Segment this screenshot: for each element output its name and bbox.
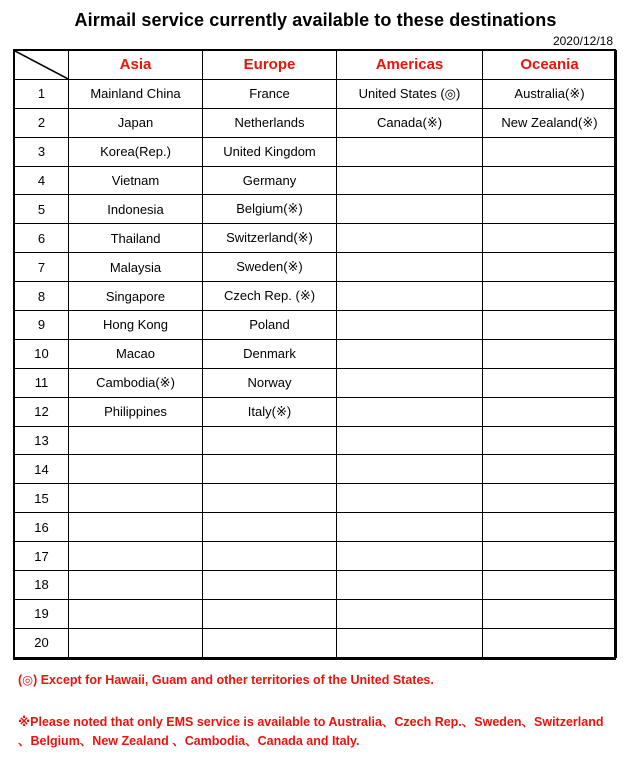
cell-oceania (483, 137, 617, 166)
date-label: 2020/12/18 (552, 34, 613, 48)
cell-europe: Poland (203, 311, 337, 340)
cell-asia (69, 426, 203, 455)
row-number: 5 (15, 195, 69, 224)
cell-americas (337, 571, 483, 600)
cell-europe (203, 542, 337, 571)
cell-oceania (483, 339, 617, 368)
cell-americas (337, 137, 483, 166)
cell-europe: Czech Rep. (※) (203, 282, 337, 311)
row-number: 9 (15, 311, 69, 340)
diagonal-line (15, 51, 68, 79)
table-row (15, 571, 617, 600)
cell-americas (337, 542, 483, 571)
cell-europe: France (203, 79, 337, 108)
table-row (15, 628, 617, 657)
cell-oceania (483, 426, 617, 455)
cell-asia: Philippines (69, 397, 203, 426)
row-number: 15 (15, 484, 69, 513)
cell-americas (337, 166, 483, 195)
cell-asia: Japan (69, 108, 203, 137)
cell-europe: Switzerland(※) (203, 224, 337, 253)
cell-americas (337, 455, 483, 484)
cell-europe: Netherlands (203, 108, 337, 137)
corner-cell (15, 51, 69, 80)
cell-asia (69, 571, 203, 600)
table-row (15, 339, 617, 368)
cell-asia: Thailand (69, 224, 203, 253)
cell-americas (337, 195, 483, 224)
destinations-table (14, 50, 617, 658)
cell-americas: United States (◎) (337, 79, 483, 108)
cell-oceania (483, 195, 617, 224)
cell-oceania (483, 311, 617, 340)
table-row (15, 599, 617, 628)
cell-europe (203, 513, 337, 542)
cell-asia (69, 455, 203, 484)
cell-asia: Cambodia(※) (69, 368, 203, 397)
cell-americas (337, 339, 483, 368)
row-number: 3 (15, 137, 69, 166)
row-number: 18 (15, 571, 69, 600)
cell-europe: Belgium(※) (203, 195, 337, 224)
row-number: 6 (15, 224, 69, 253)
cell-americas: Canada(※) (337, 108, 483, 137)
table-row (15, 108, 617, 137)
cell-oceania (483, 571, 617, 600)
footnote-us-exception: (◎) Except for Hawaii, Guam and other territories of the United States. (18, 673, 434, 687)
cell-americas (337, 426, 483, 455)
cell-oceania: Australia(※) (483, 79, 617, 108)
cell-europe (203, 571, 337, 600)
footnote-ems-only: ※Please noted that only EMS service is available to Australia、Czech Rep.、Sweden、Switzerland 、Belgium、New Zealand 、Cambodia、Canada and Italy. (18, 715, 604, 748)
cell-oceania (483, 599, 617, 628)
cell-americas (337, 253, 483, 282)
cell-asia: Mainland China (69, 79, 203, 108)
cell-oceania (483, 513, 617, 542)
cell-oceania: New Zealand(※) (483, 108, 617, 137)
column-header-europe: Europe (203, 51, 337, 80)
cell-asia: Macao (69, 339, 203, 368)
cell-asia (69, 542, 203, 571)
table-row (15, 282, 617, 311)
table-row (15, 137, 617, 166)
row-number: 10 (15, 339, 69, 368)
cell-oceania (483, 455, 617, 484)
cell-asia: Vietnam (69, 166, 203, 195)
cell-asia: Indonesia (69, 195, 203, 224)
cell-europe: Norway (203, 368, 337, 397)
table-row (15, 79, 617, 108)
cell-oceania (483, 397, 617, 426)
cell-asia: Hong Kong (69, 311, 203, 340)
table-row (15, 368, 617, 397)
cell-asia (69, 599, 203, 628)
cell-europe: United Kingdom (203, 137, 337, 166)
cell-americas (337, 628, 483, 657)
header-row (15, 51, 617, 80)
row-number: 11 (15, 368, 69, 397)
row-number: 16 (15, 513, 69, 542)
row-number: 1 (15, 79, 69, 108)
row-number: 17 (15, 542, 69, 571)
table-row (15, 513, 617, 542)
cell-europe (203, 628, 337, 657)
row-number: 4 (15, 166, 69, 195)
cell-asia: Korea(Rep.) (69, 137, 203, 166)
cell-americas (337, 513, 483, 542)
cell-oceania (483, 542, 617, 571)
cell-asia: Malaysia (69, 253, 203, 282)
cell-asia: Singapore (69, 282, 203, 311)
cell-oceania (483, 166, 617, 195)
row-number: 8 (15, 282, 69, 311)
cell-oceania (483, 628, 617, 657)
row-number: 20 (15, 628, 69, 657)
cell-oceania (483, 368, 617, 397)
row-number: 7 (15, 253, 69, 282)
cell-americas (337, 368, 483, 397)
table-row (15, 224, 617, 253)
column-header-oceania: Oceania (483, 51, 617, 80)
row-number: 14 (15, 455, 69, 484)
cell-americas (337, 311, 483, 340)
cell-europe: Sweden(※) (203, 253, 337, 282)
cell-oceania (483, 224, 617, 253)
cell-europe (203, 599, 337, 628)
table-row (15, 166, 617, 195)
cell-europe (203, 484, 337, 513)
cell-americas (337, 599, 483, 628)
column-header-americas: Americas (337, 51, 483, 80)
cell-americas (337, 282, 483, 311)
table-row (15, 397, 617, 426)
cell-americas (337, 224, 483, 253)
table-row (15, 484, 617, 513)
cell-oceania (483, 253, 617, 282)
cell-oceania (483, 282, 617, 311)
cell-europe (203, 426, 337, 455)
page-title: Airmail service currently available to these destinations (74, 10, 557, 30)
row-number: 2 (15, 108, 69, 137)
cell-asia (69, 484, 203, 513)
table-row (15, 426, 617, 455)
table-row (15, 253, 617, 282)
cell-asia (69, 513, 203, 542)
row-number: 12 (15, 397, 69, 426)
table-row (15, 195, 617, 224)
cell-europe: Denmark (203, 339, 337, 368)
cell-americas (337, 397, 483, 426)
table-row (15, 455, 617, 484)
cell-europe: Germany (203, 166, 337, 195)
cell-americas (337, 484, 483, 513)
row-number: 19 (15, 599, 69, 628)
column-header-asia: Asia (69, 51, 203, 80)
cell-oceania (483, 484, 617, 513)
table-row (15, 311, 617, 340)
cell-europe: Italy(※) (203, 397, 337, 426)
row-number: 13 (15, 426, 69, 455)
cell-asia (69, 628, 203, 657)
table-row (15, 542, 617, 571)
cell-europe (203, 455, 337, 484)
